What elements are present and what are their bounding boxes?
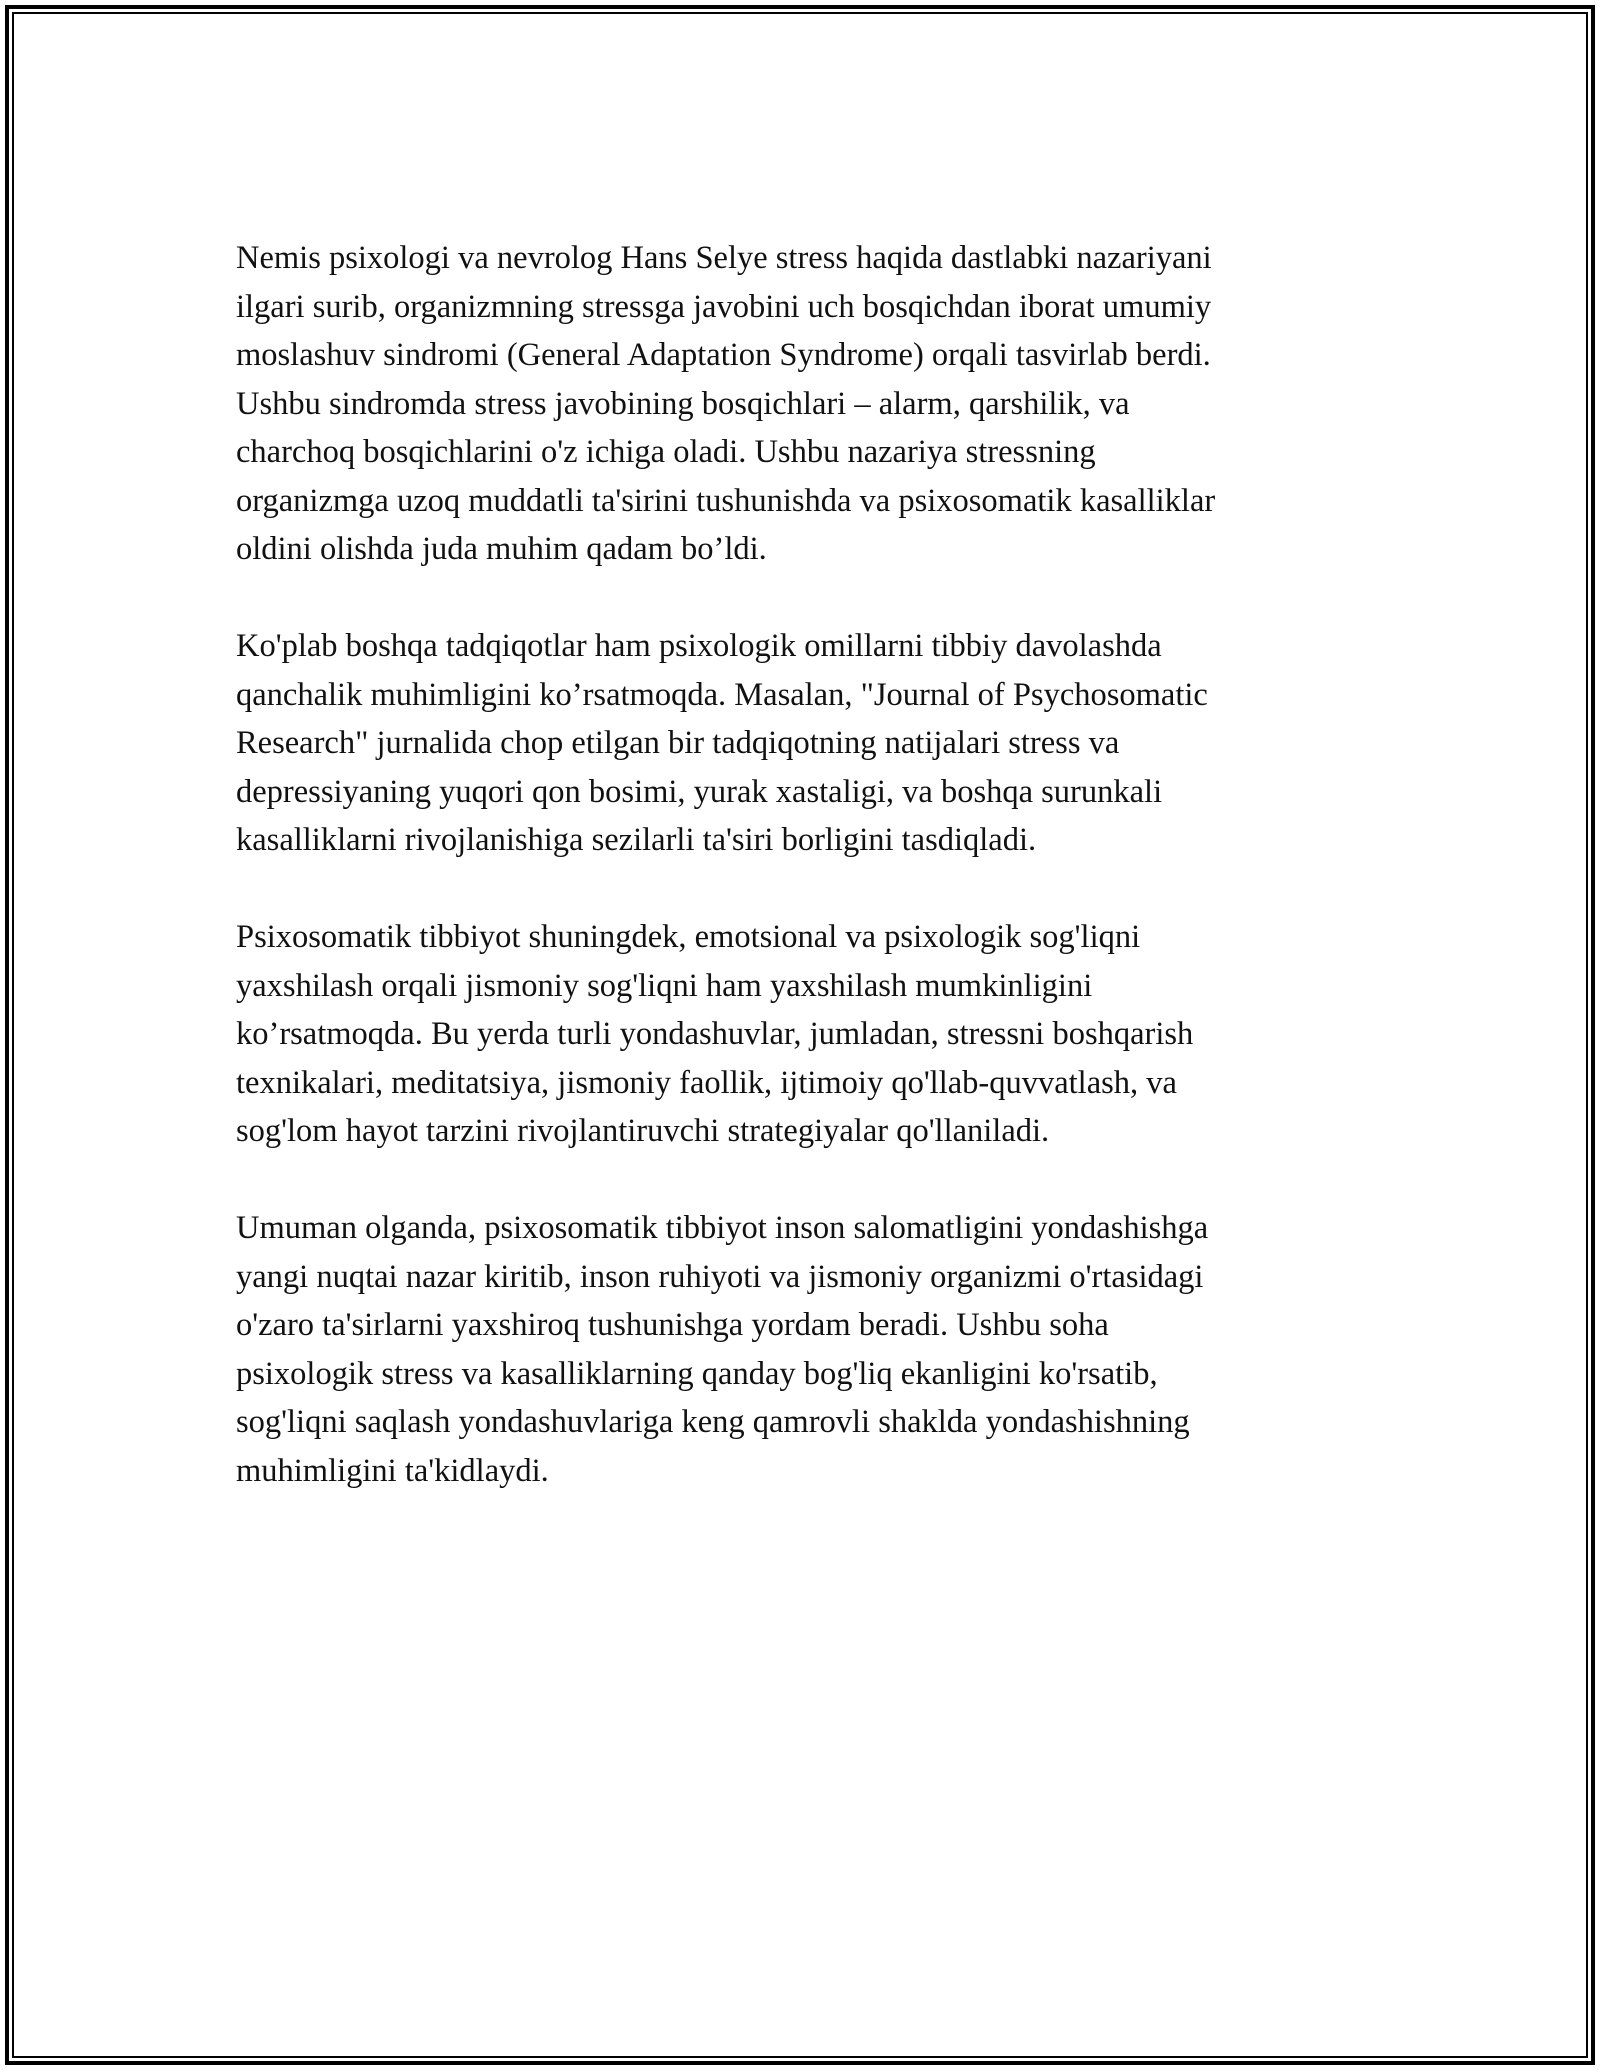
paragraph-research-findings: Ko'plab boshqa tadqiqotlar ham psixologik omillarni tibbiy davolashda qanchalik muhimligini ko’rsatmoqda. Masalan, "Journal of Psychosomatic Research" jurnalida chop etilgan bir tadqiqotning natijalari stress va depressiyaning yuqori qon bosimi, yurak xastaligi, va boshqa surunkali kasalliklarni rivojlanishiga sezilarli ta'siri borligini tasdiqladi.	[236, 628, 1208, 858]
paragraph-psychosomatic-approaches: Psixosomatik tibbiyot shuningdek, emotsional va psixologik sog'liqni yaxshilash orqali jismoniy sog'liqni ham yaxshilash mumkinligini ko’rsatmoqda. Bu yerda turli yondashuvlar, jumladan, stressni boshqarish texnikalari, meditatsiya, jismoniy faollik, ijtimoiy qo'llab-quvvatlash, va sog'lom hayot tarzini rivojlantiruvchi strategiyalar qo'llaniladi.	[236, 919, 1194, 1149]
paragraph-conclusion: Umuman olganda, psixosomatik tibbiyot inson salomatligini yondashishga yangi nuqtai nazar kiritib, inson ruhiyoti va jismoniy organizmi o'rtasidagi o'zaro ta'sirlarni yaxshiroq tushunishga yordam beradi. Ushbu soha psixologik stress va kasalliklarning qanday bog'liq ekanligini ko'rsatib, sog'liqni saqlash yondashuvlariga keng qamrovli shaklda yondashishning muhimligini ta'kidlaydi.	[236, 1210, 1209, 1489]
paragraph-general-adaptation-syndrome: Nemis psixologi va nevrolog Hans Selye stress haqida dastlabki nazariyani ilgari surib, organizmning stressga javobini uch bosqichdan iborat umumiy moslashuv sindromi (General Adaptation Syndrome) orqali tasvirlab berdi. Ushbu sindromda stress javobining bosqichlari – alarm, qarshilik, va charchoq bosqichlarini o'z ichiga oladi. Ushbu nazariya stressning organizmga uzoq muddatli ta'sirini tushunishda va psixosomatik kasalliklar oldini olishda juda muhim qadam bo’ldi.	[236, 240, 1216, 567]
document-body	[236, 234, 1376, 1544]
